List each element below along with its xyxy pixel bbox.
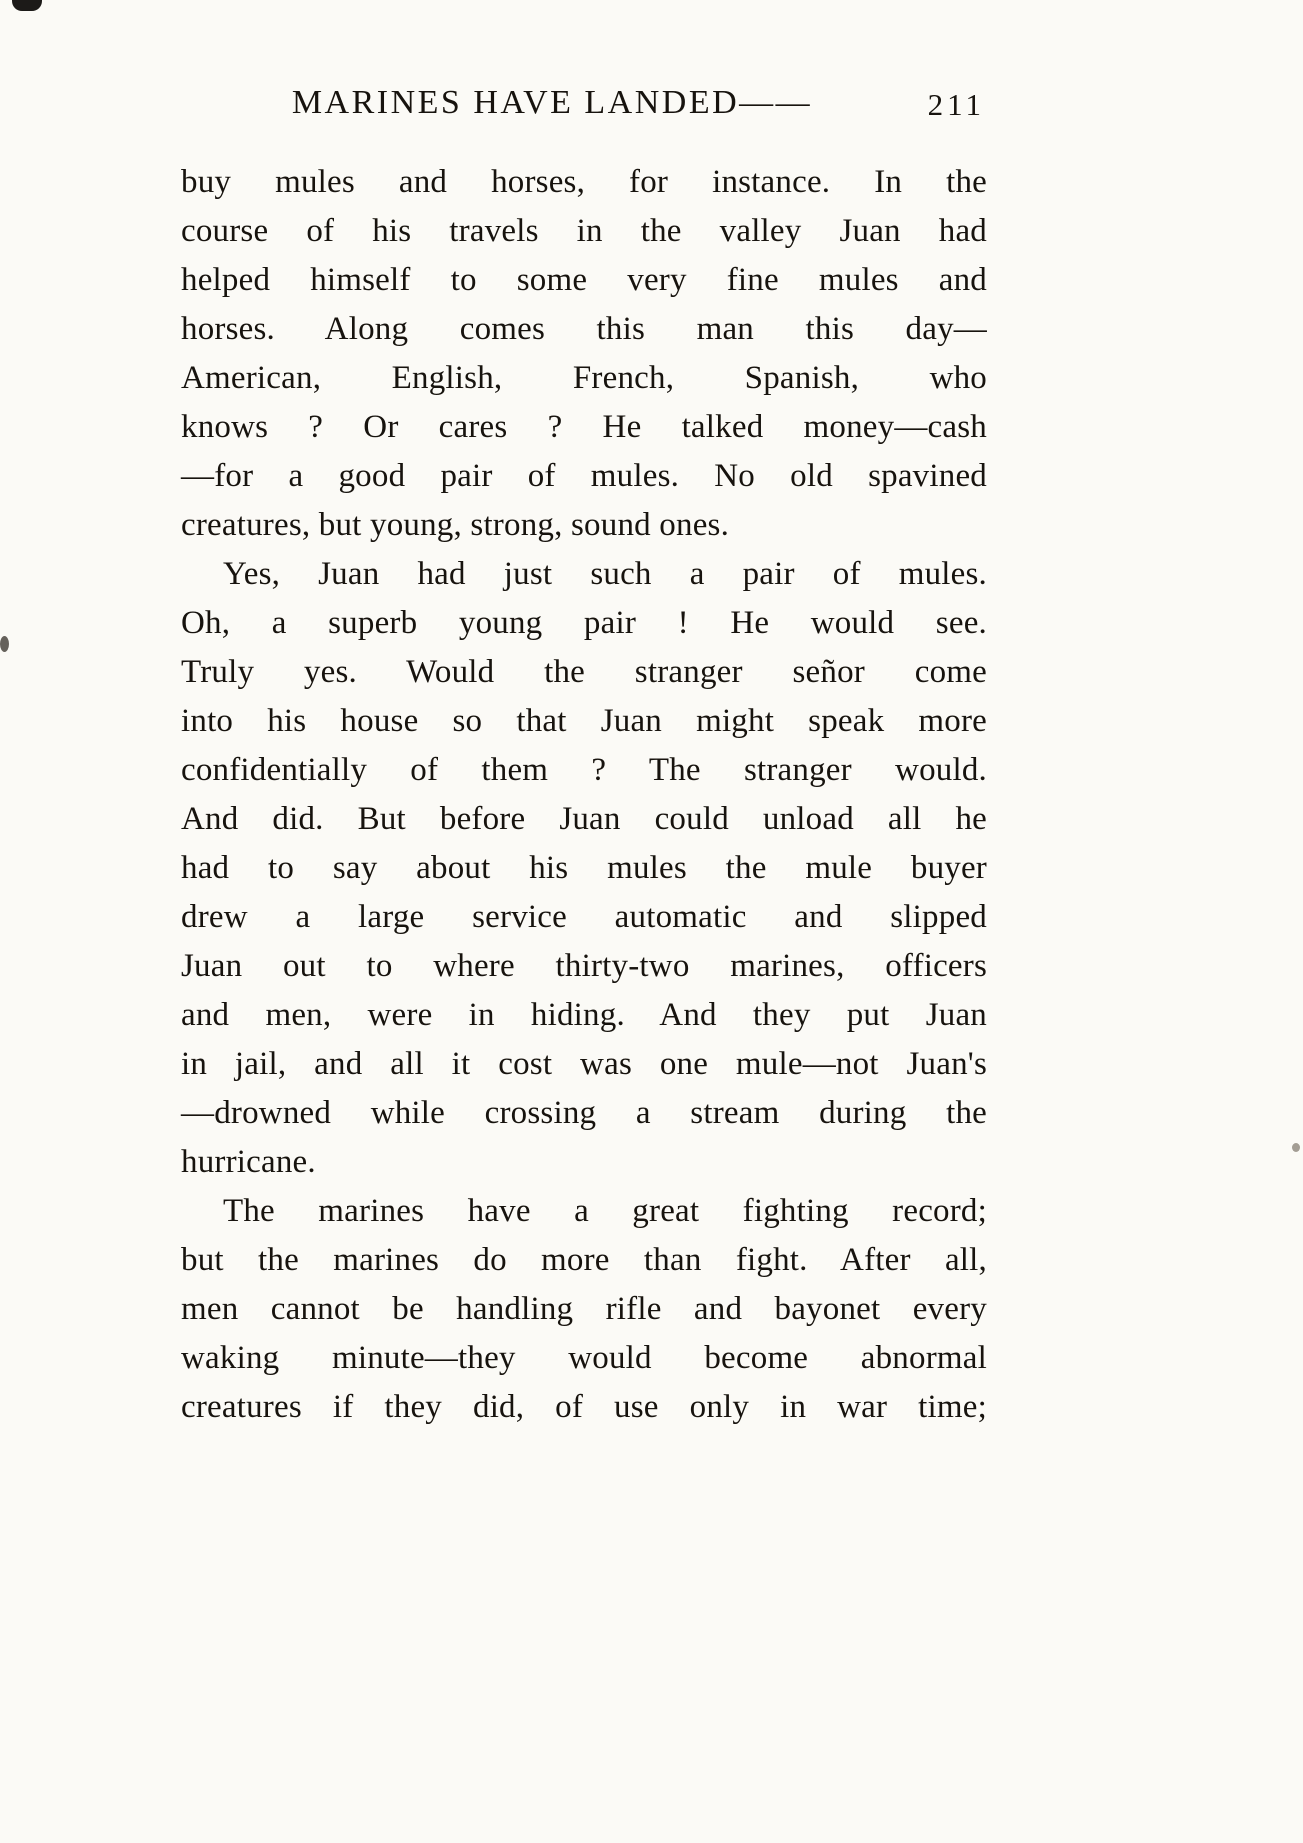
text-line: into his house so that Juan might speak more [181,703,987,739]
text-line: Juan out to where thirty-two marines, officers [181,948,987,984]
text-line: American, English, French, Spanish, who [181,360,987,396]
text-line: Oh, a superb young pair ! He would see. [181,605,987,641]
text-line: And did. But before Juan could unload all he [181,801,987,837]
page-number: 211 [927,87,985,122]
text-line: drew a large service automatic and slipped [181,899,987,935]
text-line: Truly yes. Would the stranger señor come [181,654,987,690]
text-line: helped himself to some very fine mules and [181,262,987,298]
text-line: had to say about his mules the mule buyer [181,850,987,886]
running-title: MARINES HAVE LANDED—— [291,84,813,121]
text-line: horses. Along comes this man this day— [181,311,987,347]
page-content [181,84,987,1432]
paragraph [181,550,987,1187]
text-line: —drowned while crossing a stream during the [181,1095,987,1131]
scan-artifact [0,636,9,652]
scan-artifact [12,0,42,11]
text-line: course of his travels in the valley Juan had [181,213,987,249]
page-header [181,84,987,134]
text-line: The marines have a great fighting record; [223,1193,987,1229]
paragraph [181,158,987,550]
paragraph [181,1187,987,1432]
text-line: waking minute—they would become abnormal [181,1340,987,1376]
body-text [181,158,987,1432]
text-line: and men, were in hiding. And they put Juan [181,997,987,1033]
text-line: hurricane. [181,1144,316,1180]
text-line: men cannot be handling rifle and bayonet every [181,1291,987,1327]
text-line: knows ? Or cares ? He talked money—cash [181,409,987,445]
text-line: confidentially of them ? The stranger would. [181,752,987,788]
text-line: buy mules and horses, for instance. In the [181,164,987,200]
text-line: Yes, Juan had just such a pair of mules. [223,556,987,592]
text-line: in jail, and all it cost was one mule—not Juan's [181,1046,987,1082]
scan-artifact [1292,1143,1300,1152]
text-line: —for a good pair of mules. No old spavined [181,458,987,494]
text-line: creatures, but young, strong, sound ones. [181,507,730,543]
text-line: creatures if they did, of use only in war time; [181,1389,987,1425]
text-line: but the marines do more than fight. After all, [181,1242,987,1278]
